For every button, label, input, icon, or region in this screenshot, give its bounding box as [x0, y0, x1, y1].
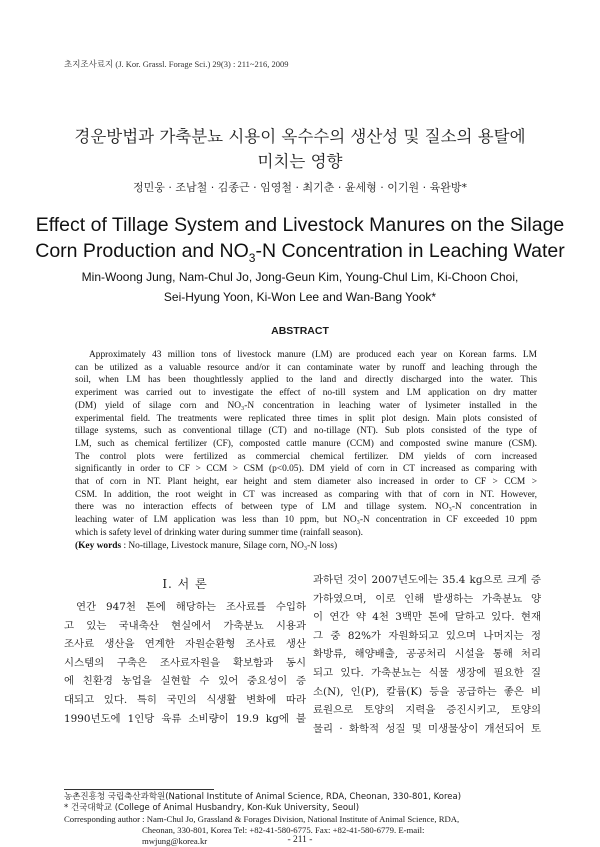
footnote-divider: [64, 789, 214, 790]
korean-title-line-2: 미치는 영향: [257, 152, 343, 171]
abstract-line: LM, such as chemical fertilizer (CF), composted cattle manure (CCM) and composted swine manure (CSM).: [75, 438, 537, 449]
footnote-affiliation-2: * 건국대학교 (College of Animal Husbandry, Kon-Kuk University, Seoul): [64, 803, 360, 813]
right-column-text: [313, 571, 541, 738]
right-column-line: 그 중 82%가 자원화되고 있으며 나머지는 정: [313, 629, 541, 642]
right-column-line: 가하였으며, 이로 인해 발생하는 가축분뇨 양: [313, 592, 541, 605]
footnote-email: mwjung@korea.kr: [142, 836, 208, 846]
english-title-part-a: Corn Production and NO: [35, 240, 249, 262]
abstract-line: significantly in order to CF > CCM > CSM (p<0.05). DM yield of corn in CT increased as comparing with: [75, 464, 537, 475]
right-column-line: 소(N), 인(P), 칼륨(K) 등을 공급하는 좋은 비: [313, 685, 541, 698]
left-column-line: 연간 947천 톤에 해당하는 조사료를 수입하: [76, 601, 306, 613]
footnote-contact: Cheonan, 330-801, Korea Tel: +82-41-580-6775. Fax: +82-41-580-6779. E-mail:: [142, 825, 425, 835]
keywords-text: : No-tillage, Livestock manure, Silage corn, NO₃-N loss): [121, 540, 338, 551]
footnote-corresponding-author: Corresponding author : Nam-Chul Jo, Grassland & Forages Division, National Institute of Animal Science, RDA,: [64, 814, 460, 824]
right-column-line: 되고 있다. 가축분뇨는 식물 생장에 필요한 질: [313, 666, 541, 679]
left-column-line: 대되고 있다. 특히 국민의 식생활 변화에 따라: [64, 693, 306, 706]
english-title-line-1: Effect of Tillage System and Livestock Manures on the Silage: [35, 214, 565, 236]
abstract-line: tillage systems, such as conventional tillage (CT) and no-tillage (NT). Sub plots consisted of the type of: [75, 426, 537, 437]
left-column-line: 1990년도에 1인당 육류 소비량이 19.9 kg에 불: [64, 712, 306, 725]
abstract-line: experiment was carried out to investigate the effect of no-till system and LM application on dry matter: [75, 388, 537, 399]
abstract-line: which is safety level of drinking water during summer time (rainfall season).: [75, 527, 363, 538]
left-column-line: 에 친환경 농업을 실현할 수 있어 중요성이 증: [64, 675, 306, 688]
abstract-line: experimental field. The treatments were replicated three times in split plot design. Main plots consisted of: [75, 413, 537, 424]
abstract-line: (DM) yield of silage corn and NO₃-N concentration in leaching water of lysimeter installed in the: [75, 400, 537, 411]
abstract-line: soil, when LM has been thoughtlessly applied to the land and directly discharged into the water. This: [75, 375, 537, 386]
abstract-body: [75, 349, 537, 552]
keywords-line: [75, 540, 537, 553]
journal-citation: 초지조사료지 (J. Kor. Grassl. Forage Sci.) 29(3) : 211~216, 2009: [64, 59, 289, 69]
abstract-line: The control plots were fertilized as commercial chemical fertilizer. DM yields of corn increased: [75, 451, 537, 462]
right-column-line: 화방류, 해양배출, 공공처리 시설을 통해 처리: [313, 648, 541, 661]
left-column-line: 조사료 생산을 연계한 자원순환형 조사료 생산: [64, 638, 306, 651]
footnote-affiliation-1: 농촌진흥청 국립축산과학원(National Institute of Animal Science, RDA, Cheonan, 330-801, Korea): [64, 792, 462, 802]
english-title-subscript: 3: [248, 250, 256, 265]
left-column-line: 고 있는 국내축산 현실에서 가축분뇨 시용과: [64, 619, 306, 632]
abstract-line: Approximately 43 million tons of livestock manure (LM) are produced each year on Korean farms. LM: [89, 350, 537, 360]
korean-title-line-1: 경운방법과 가축분뇨 시용이 옥수수의 생산성 및 질소의 용탈에: [74, 127, 526, 146]
right-column-line: 물리 · 화학적 성질 및 미생물상이 개선되어 토: [313, 722, 541, 735]
english-authors-line-1: Min-Woong Jung, Nam-Chul Jo, Jong-Geun Kim, Young-Chul Lim, Ki-Choon Choi,: [81, 270, 519, 284]
page-number: - 211 -: [287, 835, 313, 845]
left-column-line: 시스템의 구축은 조사료자원을 확보함과 동시: [64, 656, 306, 669]
abstract-heading: ABSTRACT: [271, 325, 329, 337]
abstract-line: CSM. In addition, the root weight in CT was increased as comparing with that of corn in NT. However,: [75, 489, 537, 500]
left-column-text: [64, 598, 306, 728]
keywords-label: (Key words: [75, 540, 122, 551]
english-title-part-b: -N Concentration in Leaching Water: [255, 240, 565, 262]
right-column-line: 이 연간 약 4천 3백만 톤에 달하고 있다. 현재: [313, 611, 541, 624]
abstract-line: that of corn in NT. Plant height, ear height and stem diameter also increased in order to CF > CCM >: [75, 477, 537, 488]
right-column-line: 료원으로 토양의 지력을 증진시키고, 토양의: [313, 704, 541, 717]
english-title-line-2: [30, 240, 570, 265]
right-column-line: 과하던 것이 2007년도에는 35.4 kg으로 크게 증: [313, 574, 541, 586]
abstract-line: there was no interaction effects of between type of LM and tillage system. NO₃-N concentration in: [75, 502, 537, 513]
section-heading-introduction: Ⅰ. 서 론: [162, 577, 208, 591]
abstract-line: leaching water of LM application was less than 10 ppm, but NO₃-N concentration in CF exceeded 10 ppm: [75, 515, 537, 526]
english-authors-line-2: Sei-Hyung Yoon, Ki-Won Lee and Wan-Bang Yook*: [163, 290, 437, 304]
abstract-line: can be utilized as a valuable resource and/or it can contaminate water by runoff and leaching through the: [75, 362, 537, 373]
korean-authors: 정민웅 · 조남철 · 김종근 · 임영철 · 최기춘 · 윤세형 · 이기원 · 육완방*: [133, 181, 467, 194]
